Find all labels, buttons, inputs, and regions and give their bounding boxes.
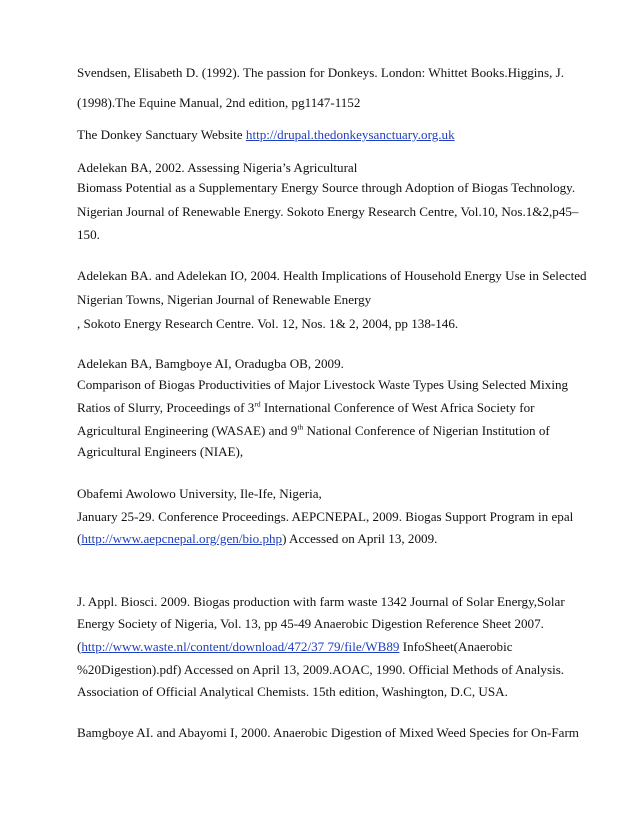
reference-appl-biosci-line-1: J. Appl. Biosci. 2009. Biogas production with farm waste 1342 Journal of Solar Energy,Solar xyxy=(77,594,565,609)
text-run: ( xyxy=(77,531,82,546)
reference-adelekan-2002-line-1: Adelekan BA, 2002. Assessing Nigeria’s Agricultural xyxy=(77,160,358,175)
reference-adelekan-2002-line-2: Biomass Potential as a Supplementary Energy Source through Adoption of Biogas Technology. xyxy=(77,180,576,195)
reference-adelekan-2002-line-3: Nigerian Journal of Renewable Energy. Sokoto Energy Research Centre, Vol.10, Nos.1&2,p45– xyxy=(77,204,579,219)
reference-appl-biosci-line-4: %20Digestion).pdf) Accessed on April 13, 2009.AOAC, 1990. Official Methods of Analysis. xyxy=(77,662,565,677)
reference-obafemi-line-2: January 25-29. Conference Proceedings. AEPCNEPAL, 2009. Biogas Support Program in epal xyxy=(77,509,574,524)
sanctuary-website-link[interactable]: http://drupal.thedonkeysanctuary.org.uk xyxy=(245,127,455,142)
reference-adelekan-2009-line-3 xyxy=(77,400,564,416)
text-run: InfoSheet(Anaerobic xyxy=(399,639,513,654)
ordinal-superscript: rd xyxy=(254,399,261,409)
reference-bamgboye-line-1: Bamgboye AI. and Abayomi I, 2000. Anaerobic Digestion of Mixed Weed Species for On-Farm xyxy=(77,725,579,740)
reference-appl-biosci-line-2: Energy Society of Nigeria, Vol. 13, pp 45-49 Anaerobic Digestion Reference Sheet 2007. xyxy=(77,616,544,631)
reference-svendsen-line-1: Svendsen, Elisabeth D. (1992). The passion for Donkeys. London: Whittet Books.Higgins, J. xyxy=(77,65,564,80)
reference-adelekan-2004-line-3: , Sokoto Energy Research Centre. Vol. 12, Nos. 1& 2, 2004, pp 138-146. xyxy=(77,316,459,331)
aepcnepal-link[interactable]: http://www.aepcnepal.org/gen/bio.php xyxy=(81,531,283,546)
text-run: ) Accessed on April 13, 2009. xyxy=(282,531,438,546)
reference-adelekan-2009-line-2: Comparison of Biogas Productivities of Major Livestock Waste Types Using Selected Mixing xyxy=(77,377,569,392)
reference-appl-biosci-line-3 xyxy=(77,639,564,655)
text-run: ( xyxy=(77,639,82,654)
reference-sanctuary-text: The Donkey Sanctuary Website xyxy=(77,127,246,142)
reference-obafemi-line-3 xyxy=(77,531,564,547)
text-run: Ratios of Slurry, Proceedings of 3 xyxy=(77,400,255,415)
reference-adelekan-2002-line-4: 150. xyxy=(77,227,100,242)
reference-adelekan-2009-line-1: Adelekan BA, Bamgboye AI, Oradugba OB, 2009. xyxy=(77,356,344,371)
ordinal-superscript: th xyxy=(297,422,304,432)
reference-obafemi-line-1: Obafemi Awolowo University, Ile-Ife, Nigeria, xyxy=(77,486,322,501)
text-run: National Conference of Nigerian Institution of xyxy=(303,423,550,438)
reference-adelekan-2009-line-5: Agricultural Engineers (NIAE), xyxy=(77,444,244,459)
waste-nl-link[interactable]: http://www.waste.nl/content/download/472/37 79/file/WB89 xyxy=(81,639,400,654)
reference-adelekan-2004-line-1: Adelekan BA. and Adelekan IO, 2004. Health Implications of Household Energy Use in Selected xyxy=(77,268,587,283)
text-run: Agricultural Engineering (WASAE) and 9 xyxy=(77,423,298,438)
reference-svendsen-line-2: (1998).The Equine Manual, 2nd edition, pg1147-1152 xyxy=(77,95,361,110)
text-run: International Conference of West Africa Society for xyxy=(260,400,535,415)
reference-adelekan-2009-line-4 xyxy=(77,423,564,439)
reference-adelekan-2004-line-2: Nigerian Towns, Nigerian Journal of Renewable Energy xyxy=(77,292,372,307)
reference-appl-biosci-line-5: Association of Official Analytical Chemists. 15th edition, Washington, D.C, USA. xyxy=(77,684,508,699)
reference-sanctuary xyxy=(77,127,564,143)
